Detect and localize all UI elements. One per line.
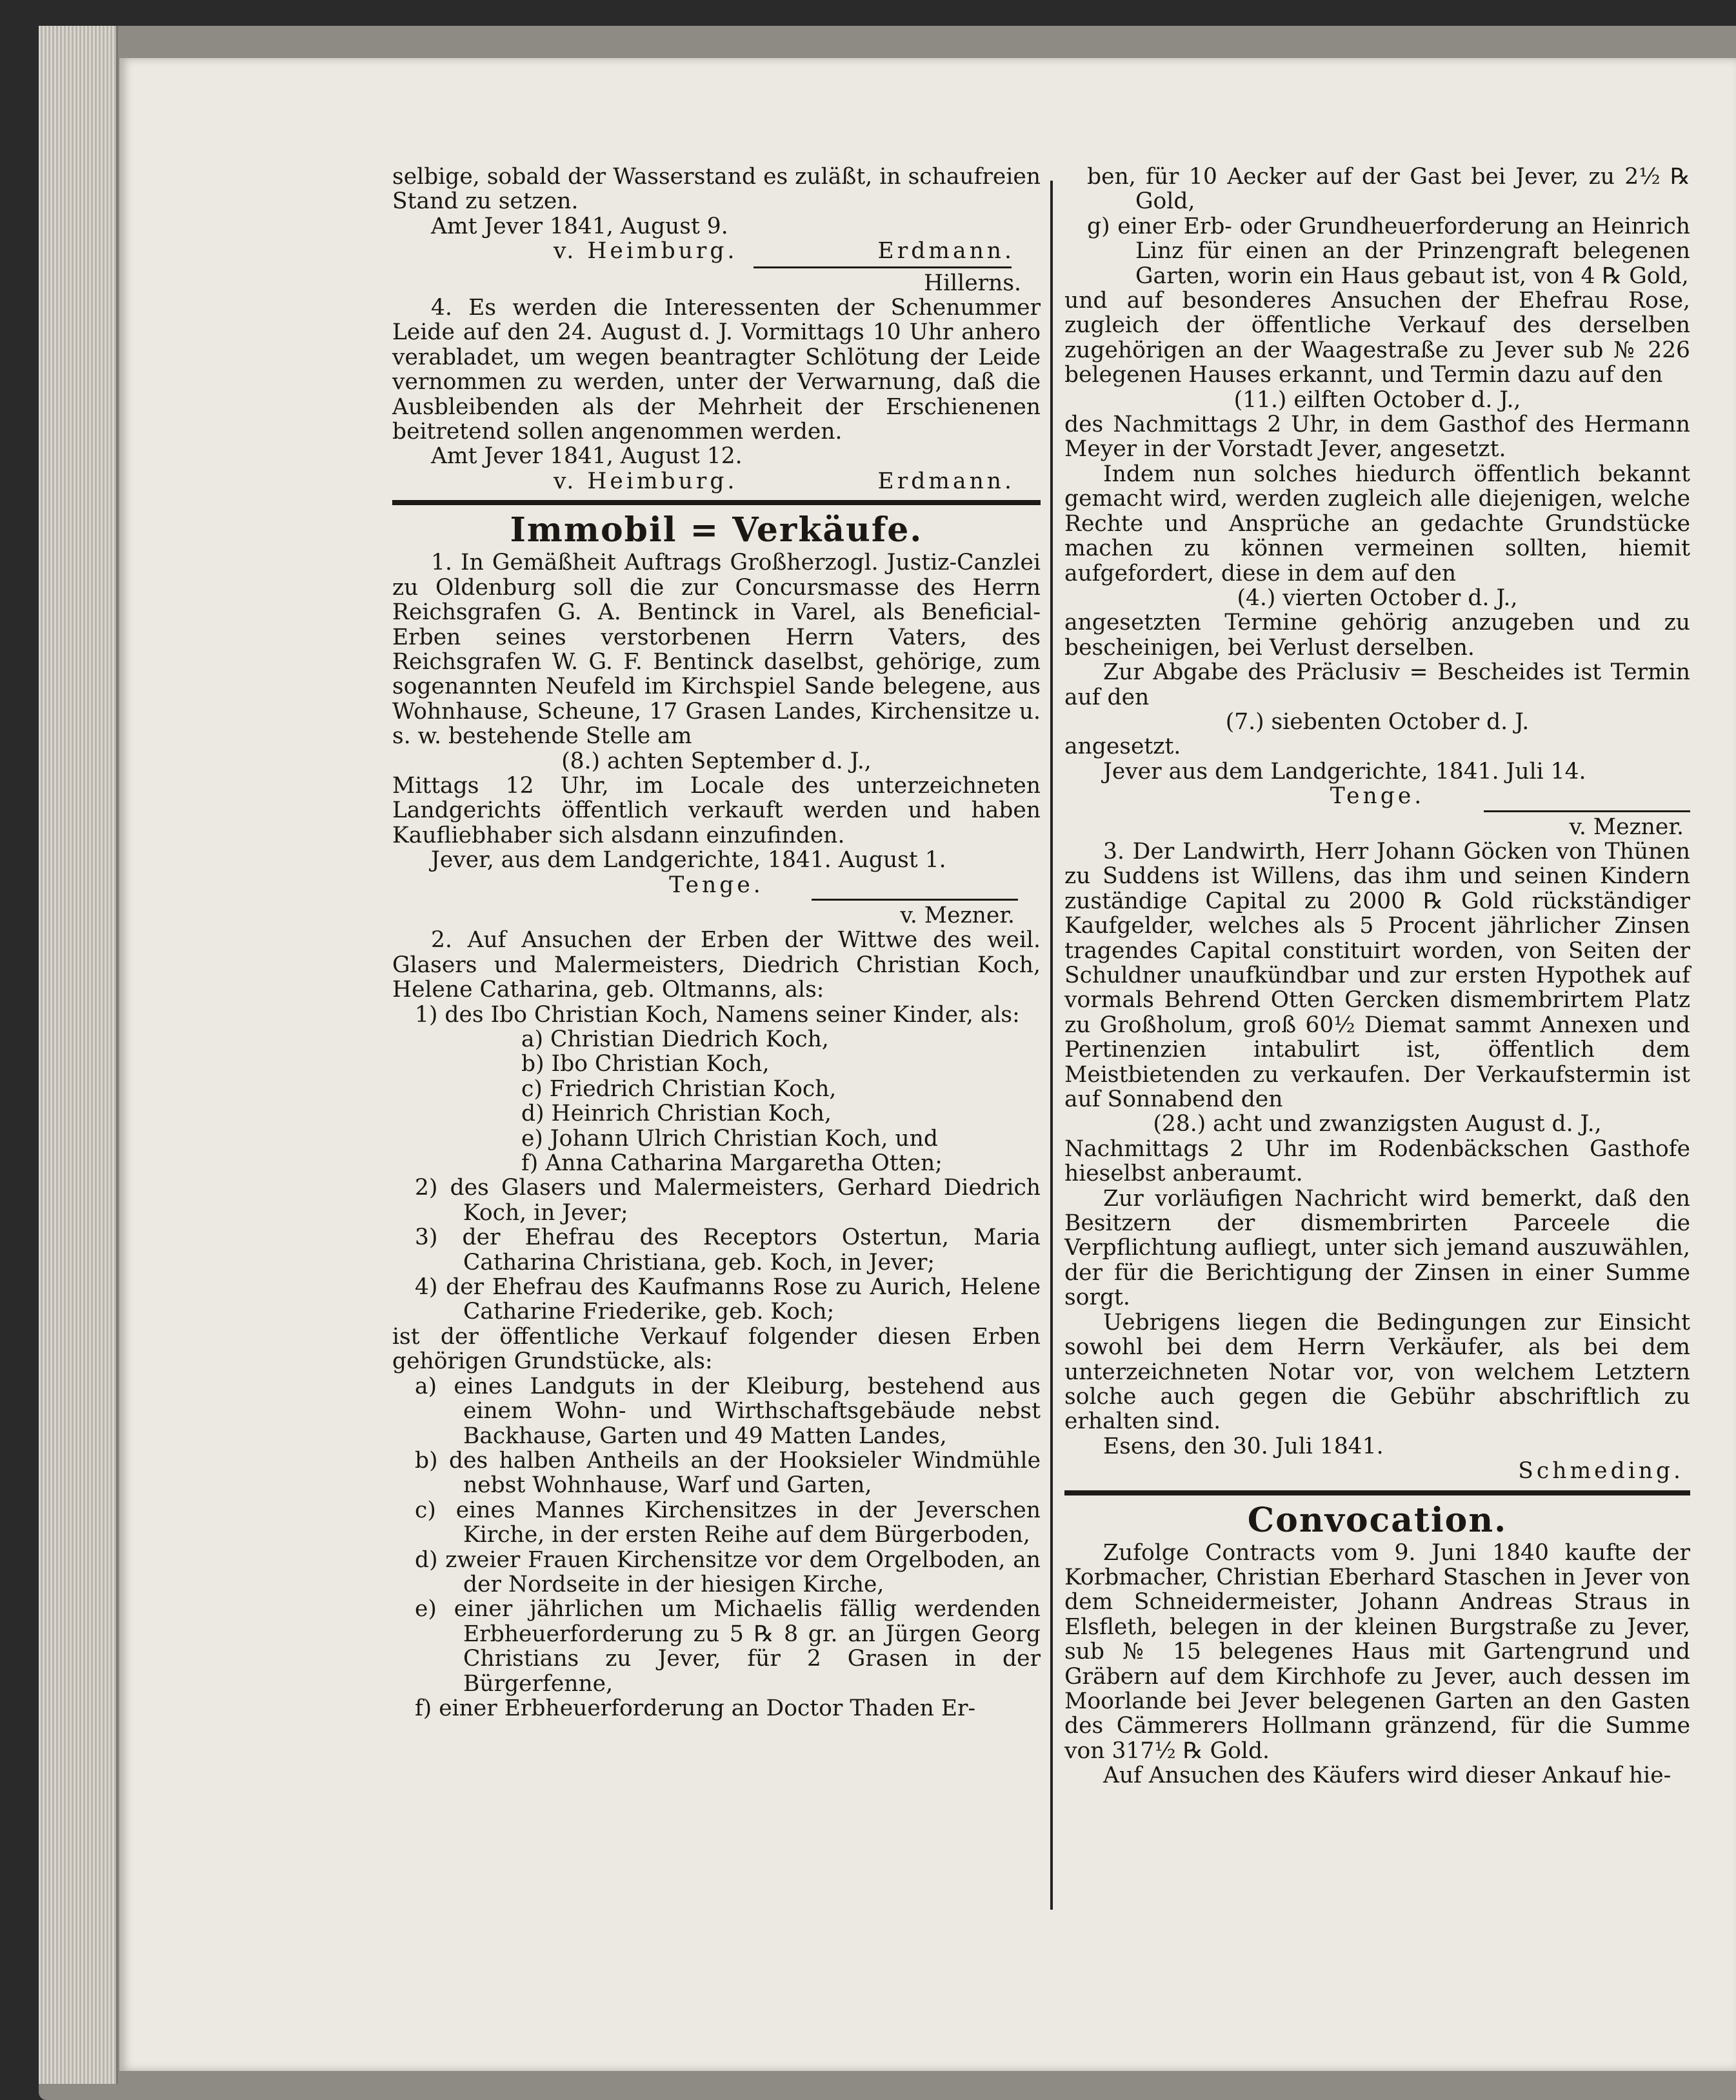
paragraph: Uebrigens liegen die Bedingungen zur Einsicht sowohl bei dem Herrn Verkäufer, als bei dem unterzeichneten Notar vor, von welchem Letztern solche auch gegen die Gebühr abschriftlich zu erhalten sind. — [1064, 1309, 1690, 1435]
list-item: c) Friedrich Christian Koch, — [521, 1075, 837, 1102]
section-heading: Convocation. — [1247, 1500, 1508, 1540]
paragraph: Auf Ansuchen des Käufers wird dieser Ankauf hie- — [1103, 1763, 1671, 1789]
text-line: Jever aus dem Landgerichte, 1841. Juli 14. — [1103, 758, 1586, 785]
list-item: f) Anna Catharina Margaretha Otten; — [521, 1150, 943, 1177]
list-item: a) Christian Diedrich Koch, — [521, 1026, 829, 1052]
signature: v. Heimburg. — [554, 468, 738, 494]
list-item: e) einer jährlichen um Michaelis fällig werdenden Erbheuerforderung zu 5 ℞ 8 gr. an Jürgen Georg Christians zu Jever, für 2 Grasen in der Bürgerfenne, — [415, 1596, 1041, 1697]
list-item: 4) der Ehefrau des Kaufmanns Rose zu Aurich, Helene Catharine Friederike, geb. Koch; — [415, 1274, 1041, 1325]
text-line: Esens, den 30. Juli 1841. — [1103, 1433, 1384, 1459]
paragraph: Zufolge Contracts vom 9. Juni 1840 kaufte der Korbmacher, Christian Eberhard Staschen in Jever von dem Schneidermeister, Johann Andreas Straus in Elsfleth, belegen in der kleinen Burgstraße zu Jever, sub № 15 belegenes Haus mit Gartengrund und Gräbern auf dem Kirchhofe zu Jever, auch dessen im Moorlande bei Jever belegenen Garten an den Gasten des Cämmerers Hollmann gränzend, für die Summe von 317½ ℞ Gold. — [1064, 1539, 1690, 1764]
paragraph: Mittags 12 Uhr, im Locale des unterzeichneten Landgerichts öffentlich verkauft werden und haben Kaufliebhaber sich alsdann einzufinden. — [392, 772, 1041, 848]
section-heading: Immobil = Verkäufe. — [510, 510, 923, 550]
signature: Erdmann. — [877, 468, 1015, 494]
paragraph: angesetzten Termine gehörig anzugeben und zu bescheinigen, bei Verlust derselben. — [1064, 610, 1690, 661]
paragraph: ist der öffentliche Verkauf folgender diesen Erben gehörigen Grundstücke, als: — [392, 1323, 1041, 1375]
divider — [1484, 810, 1690, 812]
list-item: 3) der Ehefrau des Receptors Ostertun, Maria Catharina Christiana, geb. Koch, in Jever; — [415, 1225, 1041, 1275]
signature: Tenge. — [669, 872, 764, 898]
section-rule — [1064, 1490, 1690, 1495]
list-item: a) eines Landguts in der Kleiburg, bestehend aus einem Wohn- und Wirthschaftsgebäude nebst Backhause, Garten und 49 Matten Landes, — [415, 1373, 1041, 1449]
divider — [812, 899, 1018, 901]
paragraph: des Nachmittags 2 Uhr, in dem Gasthof des Hermann Meyer in der Vorstadt Jever, angesetzt. — [1064, 412, 1690, 463]
section-rule — [392, 500, 1041, 505]
text-line: Amt Jever 1841, August 12. — [431, 443, 743, 470]
list-item: e) Johann Ulrich Christian Koch, und — [521, 1125, 938, 1152]
signature: Schmeding. — [1518, 1458, 1684, 1485]
signature: v. Heimburg. — [554, 238, 738, 265]
list-item: f) einer Erbheuerforderung an Doctor Thaden Er- — [415, 1695, 976, 1721]
signature: Hillerns. — [924, 270, 1021, 296]
paragraph: und auf besonderes Ansuchen der Ehefrau Rose, zugleich der öffentliche Verkauf des derselben zugehörigen an der Waagestraße zu Jever sub № 226 belegenen Hauses erkannt, und Termin dazu auf den — [1064, 288, 1690, 388]
column-divider — [1050, 181, 1053, 1910]
date-line: (28.) acht und zwanzigsten August d. J., — [1153, 1111, 1602, 1137]
paragraph: 1. In Gemäßheit Auftrags Großherzogl. Justiz-Canzlei zu Oldenburg soll die zur Concursmasse des Herrn Reichsgrafen G. A. Bentinck in Varel, als Beneficial-Erben seines verstorbenen Herrn Vaters, des Reichsgrafen W. G. F. Bentinck daselbst, gehörige, zum sogenannten Neufeld im Kirchspiel Sande belegene, aus Wohnhause, Scheune, 17 Grasen Landes, Kirchensitze u. s. w. bestehende Stelle am — [392, 550, 1041, 750]
text-line: Amt Jever 1841, August 9. — [431, 213, 728, 239]
list-item: b) des halben Antheils an der Hooksieler Windmühle nebst Wohnhause, Warf und Garten, — [415, 1447, 1041, 1499]
list-item: d) Heinrich Christian Koch, — [521, 1101, 832, 1127]
signature: v. Mezner. — [1569, 814, 1684, 840]
signature: Erdmann. — [877, 238, 1015, 265]
signature: v. Mezner. — [900, 902, 1015, 928]
list-item: 2) des Glasers und Malermeisters, Gerhard Diedrich Koch, in Jever; — [415, 1175, 1041, 1226]
list-item: g) einer Erb- oder Grundheuerforderung an Heinrich Linz für einen an der Prinzengraft belegenen Garten, worin ein Haus gebaut ist, von 4 ℞ Gold, — [1087, 213, 1690, 289]
page-edges — [39, 26, 118, 2084]
text-line: selbige, sobald der Wasserstand es zuläßt, in schaufreien Stand zu setzen. — [392, 164, 1041, 215]
list-item: c) eines Mannes Kirchensitzes in der Jeverschen Kirche, in der ersten Reihe auf dem Bürgerboden, — [415, 1497, 1041, 1548]
paragraph: Nachmittags 2 Uhr im Rodenbäckschen Gasthofe hieselbst anberaumt. — [1064, 1135, 1690, 1187]
date-line: (4.) vierten October d. J., — [1237, 585, 1518, 611]
paragraph: 2. Auf Ansuchen der Erben der Wittwe des weil. Glasers und Malermeisters, Diedrich Christian Koch, Helene Catharina, geb. Oltmanns, als: — [392, 927, 1041, 1003]
list-item: d) zweier Frauen Kirchensitze vor dem Orgelboden, an der Nordseite in der hiesigen Kirche, — [415, 1546, 1041, 1597]
date-line: (8.) achten September d. J., — [561, 748, 872, 774]
paragraph: 4. Es werden die Interessenten der Schenummer Leide auf den 24. August d. J. Vormittags 10 Uhr anhero verabladet, um wegen beantragter Schlötung der Leide vernommen zu werden, unter der Verwarnung, daß die Ausbleibenden als der Mehrheit der Erschienenen beitretend sollen angenommen werden. — [392, 295, 1041, 445]
paragraph: Zur Abgabe des Präclusiv = Bescheides ist Termin auf den — [1064, 659, 1690, 710]
right-column — [1064, 165, 1690, 1788]
date-line: (11.) eilften October d. J., — [1233, 386, 1521, 413]
left-column — [392, 165, 1041, 1721]
signature-row — [392, 239, 1041, 263]
date-line: (7.) siebenten October d. J. — [1225, 708, 1530, 735]
paragraph: Zur vorläufigen Nachricht wird bemerkt, daß den Besitzern der dismembrirten Parceele die Verpflichtung aufliegt, unter sich jemand auszuwählen, der für die Berichtigung der Zinsen in einer Summe sorgt. — [1064, 1185, 1690, 1311]
list-item: b) Ibo Christian Koch, — [521, 1051, 770, 1077]
text-line: angesetzt. — [1064, 734, 1181, 760]
paragraph: Indem nun solches hiedurch öffentlich bekannt gemacht wird, werden zugleich alle diejenigen, welche Rechte und Ansprüche an gedachte Grundstücke machen zu können vermeinen sollten, hiemit aufgefordert, diese in dem auf den — [1064, 461, 1690, 586]
signature: Tenge. — [1330, 783, 1425, 810]
divider — [753, 266, 1012, 268]
paragraph: 3. Der Landwirth, Herr Johann Göcken von Thünen zu Suddens ist Willens, das ihm und seinen Kindern zuständige Capital zu 2000 ℞ Gold rückständiger Kaufgelder, welches als 5 Procent jährlicher Zinsen tragendes Capital constituirt worden, von Seiten der Schuldner unaufkündbar und zur ersten Hypothek auf vormals Behrend Otten Gercken dismembrirtem Platz zu Großholum, groß 60½ Diemat sammt Annexen und Pertinenzien intabulirt ist, öffentlich dem Meistbietenden zu verkaufen. Der Verkaufstermin ist auf Sonnabend den — [1064, 838, 1690, 1113]
text-line: Jever, aus dem Landgerichte, 1841. August 1. — [431, 847, 946, 874]
signature-row — [392, 469, 1041, 494]
list-item: ben, für 10 Aecker auf der Gast bei Jever, zu 2½ ℞ Gold, — [1087, 164, 1690, 215]
list-item: 1) des Ibo Christian Koch, Namens seiner Kinder, als: — [415, 1001, 1020, 1028]
